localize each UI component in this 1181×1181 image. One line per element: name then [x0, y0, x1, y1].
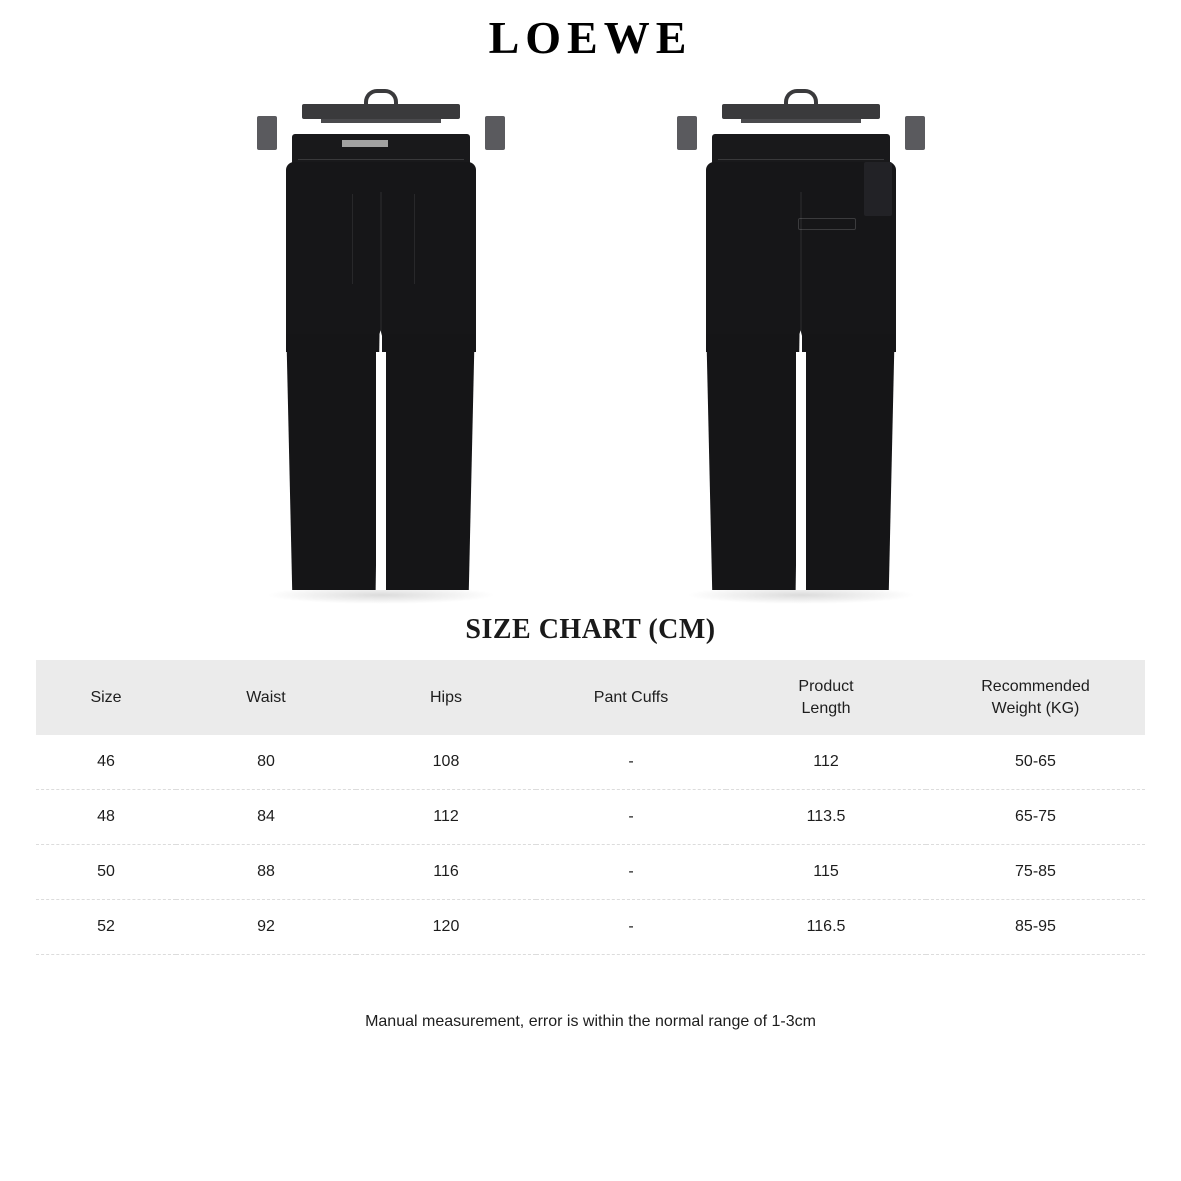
column-header-product-length: [726, 660, 926, 735]
waistband: [712, 134, 890, 164]
cell-hips: 116: [356, 845, 536, 900]
waistband-stitch: [718, 159, 884, 160]
cell-length: 115: [726, 845, 926, 900]
column-header-pant-cuffs: [536, 660, 726, 735]
trousers-back-graphic: [698, 134, 904, 590]
cell-waist: 88: [176, 845, 356, 900]
table-row: [36, 735, 1145, 790]
column-header-line: Length: [801, 699, 851, 717]
size-chart-header: [36, 660, 1145, 735]
cell-length: 112: [726, 735, 926, 790]
column-header-line: Pant Cuffs: [593, 689, 669, 707]
cell-weight: 75-85: [926, 845, 1145, 900]
hanger-clip-right-icon: [485, 116, 505, 150]
cell-weight: 65-75: [926, 790, 1145, 845]
cell-waist: 92: [176, 900, 356, 955]
trouser-leg-left: [703, 334, 800, 590]
cell-hips: 108: [356, 735, 536, 790]
hanger-clip-left-icon: [677, 116, 697, 150]
trouser-leg-left: [283, 334, 380, 590]
size-chart-body: [36, 735, 1145, 955]
column-header-line: Weight (KG): [991, 699, 1080, 717]
cell-size: 50: [36, 845, 176, 900]
cell-length: 116.5: [726, 900, 926, 955]
table-row: [36, 845, 1145, 900]
column-header-waist: [176, 660, 356, 735]
cell-length: 113.5: [726, 790, 926, 845]
size-chart-table: [36, 660, 1145, 955]
column-header-line: Recommended: [981, 678, 1090, 696]
cell-size: 46: [36, 735, 176, 790]
price-hang-tag: [864, 162, 892, 216]
cell-weight: 85-95: [926, 900, 1145, 955]
cell-cuffs: -: [536, 790, 726, 845]
column-header-size: [36, 660, 176, 735]
hanger-icon: [302, 104, 460, 119]
hanger-icon: [722, 104, 880, 119]
cell-cuffs: -: [536, 900, 726, 955]
column-header-line: Product: [798, 678, 854, 696]
leg-gap: [796, 352, 806, 590]
trousers-upper-body: [286, 162, 476, 352]
table-header-row: [36, 660, 1145, 735]
column-header-hips: [356, 660, 536, 735]
cell-weight: 50-65: [926, 735, 1145, 790]
hanger-clip-left-icon: [257, 116, 277, 150]
cell-size: 48: [36, 790, 176, 845]
column-header-line: Waist: [246, 689, 286, 707]
cell-hips: 120: [356, 900, 536, 955]
cell-waist: 80: [176, 735, 356, 790]
waistband-stitch: [298, 159, 464, 160]
cell-cuffs: -: [536, 735, 726, 790]
trouser-leg-right: [802, 334, 899, 590]
cell-hips: 112: [356, 790, 536, 845]
brand-label-tag: [342, 140, 388, 147]
leg-gap: [376, 352, 386, 590]
product-image-front: [231, 80, 531, 600]
product-image-gallery: [0, 80, 1181, 600]
size-chart-title: SIZE CHART (CM): [465, 614, 716, 646]
product-image-back: [651, 80, 951, 600]
table-row: [36, 790, 1145, 845]
table-row: [36, 900, 1145, 955]
trouser-leg-right: [382, 334, 479, 590]
trousers-front-graphic: [278, 134, 484, 590]
brand-logo: LOEWE: [488, 12, 693, 63]
column-header-line: Hips: [429, 689, 462, 707]
pleat-right: [414, 194, 415, 284]
column-header-recommended-weight: [926, 660, 1145, 735]
column-header-line: Size: [90, 689, 122, 707]
pleat-left: [352, 194, 353, 284]
cell-cuffs: -: [536, 845, 726, 900]
hanger-clip-right-icon: [905, 116, 925, 150]
cell-waist: 84: [176, 790, 356, 845]
back-pocket: [798, 218, 856, 230]
waistband: [292, 134, 470, 164]
measurement-footnote: Manual measurement, error is within the normal range of 1-3cm: [365, 1013, 816, 1031]
cell-size: 52: [36, 900, 176, 955]
